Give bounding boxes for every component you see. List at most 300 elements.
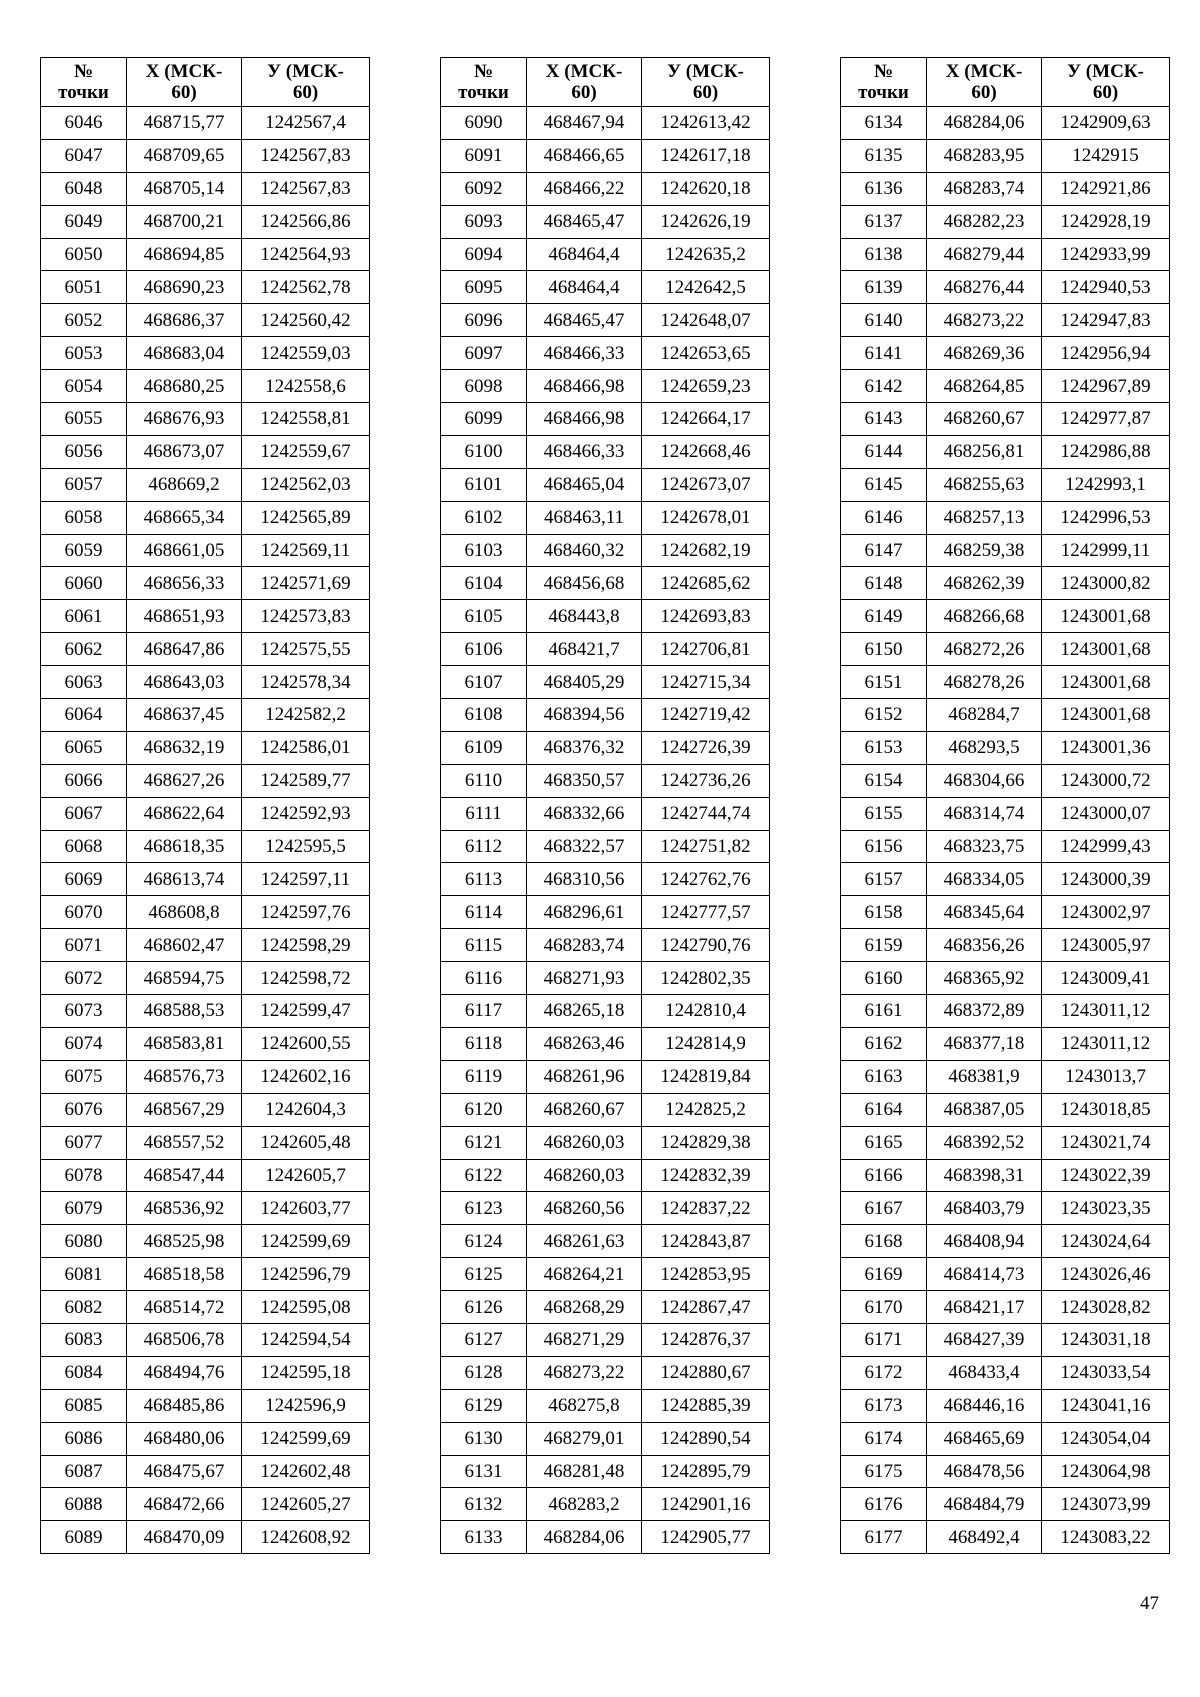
point-number-cell: 6110 (441, 764, 527, 797)
point-number-cell: 6158 (841, 896, 927, 929)
point-number-cell: 6126 (441, 1291, 527, 1324)
y-coordinate-cell: 1242559,67 (242, 435, 370, 468)
point-number-cell: 6073 (41, 995, 127, 1028)
y-coordinate-cell: 1242999,43 (1042, 830, 1170, 863)
y-coordinate-cell: 1242605,48 (242, 1126, 370, 1159)
point-number-cell: 6162 (841, 1027, 927, 1060)
point-number-cell: 6168 (841, 1225, 927, 1258)
x-coordinate-cell: 468273,22 (527, 1356, 642, 1389)
y-coordinate-cell: 1242744,74 (642, 797, 770, 830)
table-row (441, 830, 770, 863)
table-row (41, 830, 370, 863)
header-line: X (МСК- (945, 61, 1023, 82)
x-coordinate-cell: 468284,7 (927, 699, 1042, 732)
x-coordinate-cell: 468637,45 (127, 699, 242, 732)
table-row (841, 1159, 1170, 1192)
x-coordinate-cell: 468709,65 (127, 139, 242, 172)
table-row (841, 468, 1170, 501)
y-coordinate-cell: 1242668,46 (642, 435, 770, 468)
y-coordinate-cell: 1243001,68 (1042, 699, 1170, 732)
y-coordinate-cell: 1242915 (1042, 139, 1170, 172)
x-coordinate-cell: 468466,33 (527, 435, 642, 468)
y-coordinate-cell: 1243021,74 (1042, 1126, 1170, 1159)
table-row (41, 501, 370, 534)
y-coordinate-cell: 1242558,6 (242, 370, 370, 403)
table-row (841, 600, 1170, 633)
point-number-cell: 6170 (841, 1291, 927, 1324)
y-coordinate-cell: 1243011,12 (1042, 995, 1170, 1028)
x-coordinate-cell: 468665,34 (127, 501, 242, 534)
point-number-cell: 6059 (41, 534, 127, 567)
table-row (841, 1488, 1170, 1521)
x-coordinate-cell: 468377,18 (927, 1027, 1042, 1060)
y-coordinate-cell: 1242562,03 (242, 468, 370, 501)
x-coordinate-cell: 468293,5 (927, 731, 1042, 764)
point-number-cell: 6142 (841, 370, 927, 403)
table-row (841, 863, 1170, 896)
table-row (441, 1159, 770, 1192)
y-coordinate-cell: 1242986,88 (1042, 435, 1170, 468)
y-coordinate-cell: 1242659,23 (642, 370, 770, 403)
table-row (841, 1422, 1170, 1455)
point-number-cell: 6160 (841, 962, 927, 995)
y-coordinate-cell: 1242867,47 (642, 1291, 770, 1324)
y-coordinate-cell: 1242790,76 (642, 929, 770, 962)
y-coordinate-cell: 1242993,1 (1042, 468, 1170, 501)
y-coordinate-cell: 1242706,81 (642, 633, 770, 666)
table-row (41, 1323, 370, 1356)
table-row (41, 600, 370, 633)
x-coordinate-cell: 468647,86 (127, 633, 242, 666)
point-number-cell: 6175 (841, 1455, 927, 1488)
x-coordinate-cell: 468643,03 (127, 666, 242, 699)
x-coordinate-cell: 468594,75 (127, 962, 242, 995)
header-line: 60) (292, 82, 319, 103)
y-coordinate-cell: 1242578,34 (242, 666, 370, 699)
point-number-cell: 6151 (841, 666, 927, 699)
y-coordinate-cell: 1242582,2 (242, 699, 370, 732)
point-number-cell: 6109 (441, 731, 527, 764)
x-coordinate-cell: 468266,68 (927, 600, 1042, 633)
table-row (441, 435, 770, 468)
y-coordinate-cell: 1242586,01 (242, 731, 370, 764)
y-coordinate-cell: 1242762,76 (642, 863, 770, 896)
point-number-cell: 6112 (441, 830, 527, 863)
point-number-cell: 6113 (441, 863, 527, 896)
point-number-cell: 6047 (41, 139, 127, 172)
y-coordinate-cell: 1242905,77 (642, 1521, 770, 1554)
x-coordinate-cell: 468466,22 (527, 172, 642, 205)
x-coordinate-cell: 468470,09 (127, 1521, 242, 1554)
point-number-cell: 6067 (41, 797, 127, 830)
point-number-cell: 6132 (441, 1488, 527, 1521)
point-number-cell: 6171 (841, 1323, 927, 1356)
x-coordinate-cell: 468322,57 (527, 830, 642, 863)
table-row (41, 534, 370, 567)
table-row (841, 304, 1170, 337)
coordinates-table-2 (440, 57, 770, 1554)
point-number-cell: 6105 (441, 600, 527, 633)
point-number-cell: 6070 (41, 896, 127, 929)
table-row (41, 666, 370, 699)
x-coordinate-cell: 468405,29 (527, 666, 642, 699)
table-row (841, 370, 1170, 403)
y-coordinate-cell: 1242653,65 (642, 337, 770, 370)
table-row (441, 468, 770, 501)
table-row (841, 666, 1170, 699)
x-coordinate-cell: 468271,93 (527, 962, 642, 995)
point-number-cell: 6121 (441, 1126, 527, 1159)
point-number-cell: 6114 (441, 896, 527, 929)
x-coordinate-cell: 468547,44 (127, 1159, 242, 1192)
point-number-header (441, 58, 527, 107)
y-coordinate-cell: 1242598,29 (242, 929, 370, 962)
point-number-cell: 6124 (441, 1225, 527, 1258)
point-number-cell: 6125 (441, 1258, 527, 1291)
point-number-cell: 6081 (41, 1258, 127, 1291)
x-coordinate-cell: 468602,47 (127, 929, 242, 962)
y-coordinate-cell: 1242947,83 (1042, 304, 1170, 337)
table-row (441, 172, 770, 205)
y-coordinate-header (242, 58, 370, 107)
table-row (441, 1126, 770, 1159)
y-coordinate-cell: 1242595,5 (242, 830, 370, 863)
x-coordinate-cell: 468296,61 (527, 896, 642, 929)
x-coordinate-cell: 468467,94 (527, 107, 642, 140)
y-coordinate-cell: 1243000,39 (1042, 863, 1170, 896)
table-row (41, 962, 370, 995)
table-row (441, 205, 770, 238)
point-number-cell: 6079 (41, 1192, 127, 1225)
point-number-cell: 6150 (841, 633, 927, 666)
y-coordinate-cell: 1242595,08 (242, 1291, 370, 1324)
header-row (441, 58, 770, 107)
table-row (441, 1356, 770, 1389)
x-coordinate-cell: 468260,67 (927, 403, 1042, 436)
table-row (41, 1126, 370, 1159)
table-row (841, 1291, 1170, 1324)
point-number-cell: 6130 (441, 1422, 527, 1455)
y-coordinate-cell: 1243083,22 (1042, 1521, 1170, 1554)
x-coordinate-cell: 468536,92 (127, 1192, 242, 1225)
table-row (841, 1027, 1170, 1060)
point-number-cell: 6117 (441, 995, 527, 1028)
point-number-cell: 6071 (41, 929, 127, 962)
x-coordinate-cell: 468271,29 (527, 1323, 642, 1356)
y-coordinate-cell: 1242996,53 (1042, 501, 1170, 534)
x-coordinate-cell: 468686,37 (127, 304, 242, 337)
table-row (41, 1159, 370, 1192)
x-coordinate-cell: 468255,63 (927, 468, 1042, 501)
header-line: X (МСК- (545, 61, 623, 82)
header-line: 60) (1092, 82, 1119, 103)
y-coordinate-cell: 1242664,17 (642, 403, 770, 436)
table-row (441, 1060, 770, 1093)
y-coordinate-cell: 1242635,2 (642, 238, 770, 271)
y-coordinate-cell: 1242751,82 (642, 830, 770, 863)
table-row (41, 1422, 370, 1455)
y-coordinate-cell: 1243013,7 (1042, 1060, 1170, 1093)
point-number-cell: 6053 (41, 337, 127, 370)
point-number-cell: 6146 (841, 501, 927, 534)
point-number-cell: 6119 (441, 1060, 527, 1093)
table-row (441, 633, 770, 666)
y-coordinate-cell: 1242613,42 (642, 107, 770, 140)
point-number-cell: 6140 (841, 304, 927, 337)
y-coordinate-cell: 1242678,01 (642, 501, 770, 534)
x-coordinate-cell: 468475,67 (127, 1455, 242, 1488)
y-coordinate-cell: 1242648,07 (642, 304, 770, 337)
x-coordinate-cell: 468525,98 (127, 1225, 242, 1258)
point-number-cell: 6138 (841, 238, 927, 271)
table-row (441, 1027, 770, 1060)
point-number-cell: 6173 (841, 1389, 927, 1422)
x-coordinate-cell: 468466,65 (527, 139, 642, 172)
point-number-cell: 6085 (41, 1389, 127, 1422)
table-row (41, 304, 370, 337)
x-coordinate-cell: 468460,32 (527, 534, 642, 567)
y-coordinate-cell: 1242569,11 (242, 534, 370, 567)
table-row (441, 238, 770, 271)
y-coordinate-cell: 1243001,36 (1042, 731, 1170, 764)
table-row (441, 271, 770, 304)
point-number-cell: 6066 (41, 764, 127, 797)
table-row (441, 666, 770, 699)
table-row (41, 271, 370, 304)
y-coordinate-cell: 1242853,95 (642, 1258, 770, 1291)
point-number-cell: 6056 (41, 435, 127, 468)
x-coordinate-cell: 468557,52 (127, 1126, 242, 1159)
point-number-cell: 6075 (41, 1060, 127, 1093)
point-number-cell: 6083 (41, 1323, 127, 1356)
y-coordinate-cell: 1242895,79 (642, 1455, 770, 1488)
table-row (41, 107, 370, 140)
table-row (41, 403, 370, 436)
x-coordinate-cell: 468465,04 (527, 468, 642, 501)
point-number-cell: 6078 (41, 1159, 127, 1192)
y-coordinate-cell: 1242685,62 (642, 567, 770, 600)
point-number-cell: 6118 (441, 1027, 527, 1060)
y-coordinate-cell: 1242608,92 (242, 1521, 370, 1554)
x-coordinate-cell: 468446,16 (927, 1389, 1042, 1422)
x-coordinate-cell: 468257,13 (927, 501, 1042, 534)
table-row (441, 534, 770, 567)
y-coordinate-cell: 1242933,99 (1042, 238, 1170, 271)
table-row (41, 1192, 370, 1225)
x-coordinate-cell: 468273,22 (927, 304, 1042, 337)
table-row (841, 403, 1170, 436)
table-row (841, 107, 1170, 140)
x-coordinate-cell: 468676,93 (127, 403, 242, 436)
point-number-cell: 6107 (441, 666, 527, 699)
x-coordinate-cell: 468567,29 (127, 1093, 242, 1126)
x-coordinate-cell: 468700,21 (127, 205, 242, 238)
x-coordinate-cell: 468433,4 (927, 1356, 1042, 1389)
table-row (41, 468, 370, 501)
x-coordinate-cell: 468269,36 (927, 337, 1042, 370)
x-coordinate-cell: 468314,74 (927, 797, 1042, 830)
x-coordinate-cell: 468485,86 (127, 1389, 242, 1422)
x-coordinate-cell: 468260,56 (527, 1192, 642, 1225)
table-row (441, 1323, 770, 1356)
table-row (41, 764, 370, 797)
y-coordinate-cell: 1243054,04 (1042, 1422, 1170, 1455)
x-coordinate-cell: 468278,26 (927, 666, 1042, 699)
point-number-cell: 6176 (841, 1488, 927, 1521)
point-number-cell: 6137 (841, 205, 927, 238)
point-number-cell: 6069 (41, 863, 127, 896)
table-row (441, 1093, 770, 1126)
table-row (841, 172, 1170, 205)
header-line: точки (58, 82, 109, 103)
x-coordinate-cell: 468494,76 (127, 1356, 242, 1389)
point-number-cell: 6147 (841, 534, 927, 567)
table-row (41, 172, 370, 205)
table-row (41, 863, 370, 896)
point-number-header (841, 58, 927, 107)
table-row (41, 435, 370, 468)
y-coordinate-cell: 1242605,7 (242, 1159, 370, 1192)
y-coordinate-cell: 1242693,83 (642, 600, 770, 633)
point-number-cell: 6133 (441, 1521, 527, 1554)
x-coordinate-cell: 468265,18 (527, 995, 642, 1028)
point-number-cell: 6148 (841, 567, 927, 600)
table-row (41, 1521, 370, 1554)
point-number-cell: 6076 (41, 1093, 127, 1126)
point-number-cell: 6161 (841, 995, 927, 1028)
x-coordinate-cell: 468478,56 (927, 1455, 1042, 1488)
table-row (441, 403, 770, 436)
table-row (41, 1258, 370, 1291)
x-coordinate-cell: 468464,4 (527, 238, 642, 271)
point-number-cell: 6091 (441, 139, 527, 172)
point-number-cell: 6060 (41, 567, 127, 600)
y-coordinate-cell: 1243022,39 (1042, 1159, 1170, 1192)
y-coordinate-cell: 1242617,18 (642, 139, 770, 172)
x-coordinate-cell: 468472,66 (127, 1488, 242, 1521)
y-coordinate-cell: 1242596,9 (242, 1389, 370, 1422)
y-coordinate-cell: 1242890,54 (642, 1422, 770, 1455)
table-row (441, 567, 770, 600)
y-coordinate-cell: 1242604,3 (242, 1093, 370, 1126)
x-coordinate-cell: 468263,46 (527, 1027, 642, 1060)
table-row (41, 1225, 370, 1258)
header-line: точки (858, 82, 909, 103)
y-coordinate-cell: 1242567,83 (242, 172, 370, 205)
y-coordinate-cell: 1242909,63 (1042, 107, 1170, 140)
table-row (841, 205, 1170, 238)
table-row (841, 1455, 1170, 1488)
point-number-cell: 6089 (41, 1521, 127, 1554)
table-row (841, 1126, 1170, 1159)
point-number-cell: 6088 (41, 1488, 127, 1521)
table-row (441, 107, 770, 140)
x-coordinate-cell: 468365,92 (927, 962, 1042, 995)
x-coordinate-cell: 468514,72 (127, 1291, 242, 1324)
x-coordinate-cell: 468284,06 (527, 1521, 642, 1554)
point-number-cell: 6129 (441, 1389, 527, 1422)
y-coordinate-cell: 1242602,16 (242, 1060, 370, 1093)
y-coordinate-cell: 1243001,68 (1042, 633, 1170, 666)
point-number-cell: 6050 (41, 238, 127, 271)
x-coordinate-cell: 468261,63 (527, 1225, 642, 1258)
x-coordinate-cell: 468715,77 (127, 107, 242, 140)
point-number-cell: 6104 (441, 567, 527, 600)
y-coordinate-cell: 1243073,99 (1042, 1488, 1170, 1521)
table-row (441, 929, 770, 962)
y-coordinate-header (642, 58, 770, 107)
table-row (441, 600, 770, 633)
x-coordinate-cell: 468268,29 (527, 1291, 642, 1324)
point-number-cell: 6120 (441, 1093, 527, 1126)
header-line: 60) (971, 82, 997, 103)
x-coordinate-cell: 468506,78 (127, 1323, 242, 1356)
x-coordinate-header (127, 58, 242, 107)
y-coordinate-cell: 1242832,39 (642, 1159, 770, 1192)
y-coordinate-cell: 1242802,35 (642, 962, 770, 995)
table-row (841, 896, 1170, 929)
point-number-cell: 6115 (441, 929, 527, 962)
table-row (841, 139, 1170, 172)
x-coordinate-cell: 468372,89 (927, 995, 1042, 1028)
table-row (441, 995, 770, 1028)
x-coordinate-cell: 468421,7 (527, 633, 642, 666)
y-coordinate-cell: 1242901,16 (642, 1488, 770, 1521)
y-coordinate-cell: 1242589,77 (242, 764, 370, 797)
x-coordinate-cell: 468588,53 (127, 995, 242, 1028)
point-number-cell: 6063 (41, 666, 127, 699)
table-row (841, 1060, 1170, 1093)
y-coordinate-cell: 1243023,35 (1042, 1192, 1170, 1225)
x-coordinate-cell: 468627,26 (127, 764, 242, 797)
point-number-cell: 6097 (441, 337, 527, 370)
y-coordinate-cell: 1242560,42 (242, 304, 370, 337)
point-number-cell: 6093 (441, 205, 527, 238)
y-coordinate-cell: 1243001,68 (1042, 600, 1170, 633)
y-coordinate-cell: 1242843,87 (642, 1225, 770, 1258)
header-line: 60) (171, 82, 197, 103)
x-coordinate-cell: 468284,06 (927, 107, 1042, 140)
y-coordinate-cell: 1242559,03 (242, 337, 370, 370)
point-number-cell: 6131 (441, 1455, 527, 1488)
point-number-cell: 6061 (41, 600, 127, 633)
point-number-cell: 6057 (41, 468, 127, 501)
x-coordinate-cell: 468310,56 (527, 863, 642, 896)
x-coordinate-cell: 468583,81 (127, 1027, 242, 1060)
table-row (441, 1192, 770, 1225)
x-coordinate-cell: 468427,39 (927, 1323, 1042, 1356)
point-number-cell: 6152 (841, 699, 927, 732)
point-number-cell: 6086 (41, 1422, 127, 1455)
x-coordinate-cell: 468392,52 (927, 1126, 1042, 1159)
table-row (441, 1258, 770, 1291)
x-coordinate-cell: 468465,47 (527, 205, 642, 238)
table-row (41, 633, 370, 666)
header-row (841, 58, 1170, 107)
table-row (441, 764, 770, 797)
coordinates-table-3 (840, 57, 1170, 1554)
table-row (441, 139, 770, 172)
y-coordinate-cell: 1242876,37 (642, 1323, 770, 1356)
y-coordinate-cell: 1243005,97 (1042, 929, 1170, 962)
point-number-cell: 6122 (441, 1159, 527, 1192)
point-number-cell: 6074 (41, 1027, 127, 1060)
y-coordinate-cell: 1243041,16 (1042, 1389, 1170, 1422)
y-coordinate-cell: 1243033,54 (1042, 1356, 1170, 1389)
table-row (441, 304, 770, 337)
point-number-cell: 6054 (41, 370, 127, 403)
x-coordinate-header (927, 58, 1042, 107)
